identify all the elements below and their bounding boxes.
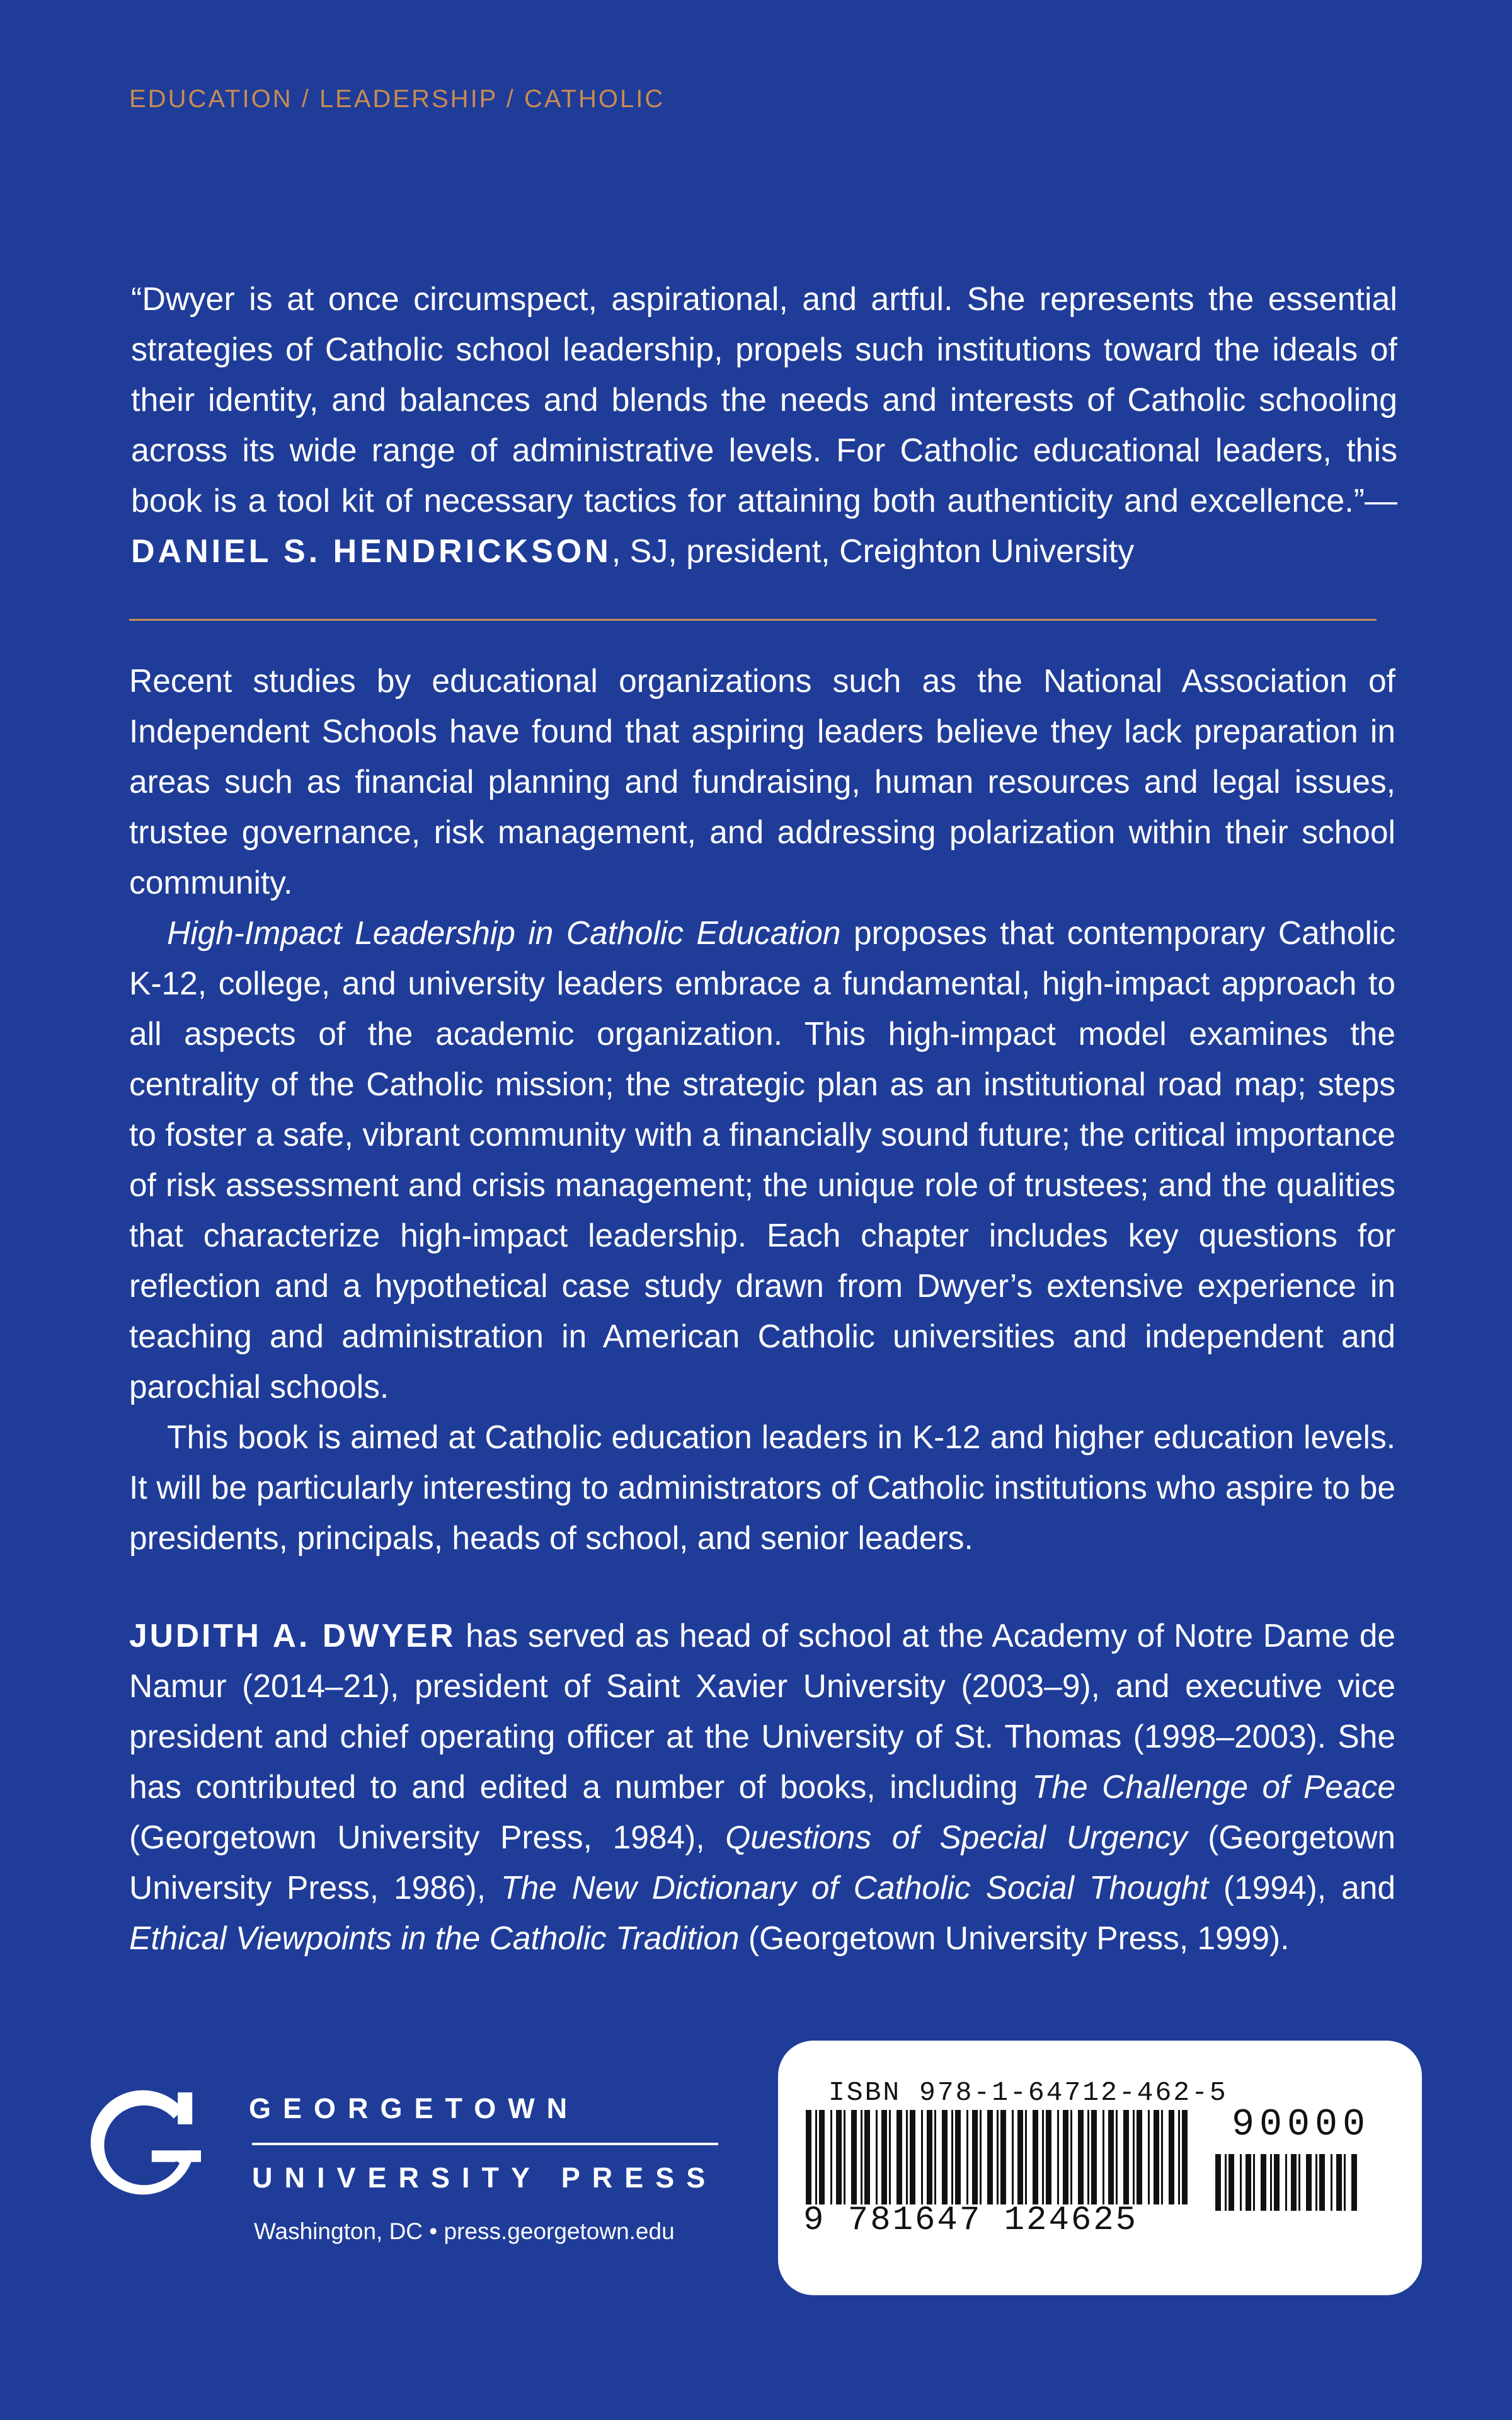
barcode-bar — [927, 2110, 932, 2204]
barcode-panel — [778, 2041, 1422, 2295]
endorsement-quote — [131, 274, 1397, 577]
barcode-bar — [1351, 2154, 1357, 2211]
barcode-bar — [906, 2110, 908, 2204]
book-title-italic: High-Impact Leadership in Catholic Education — [167, 914, 841, 951]
author-name: JUDITH A. DWYER — [129, 1617, 456, 1654]
author-bio — [129, 1610, 1395, 1963]
barcode-bar — [1070, 2110, 1072, 2204]
barcode-bar — [1178, 2110, 1180, 2204]
book-ref-2: Questions of Special Urgency — [725, 1819, 1188, 1855]
bio-text-2: (Georgetown University Press, 1984), — [129, 1819, 726, 1855]
barcode-bar — [1000, 2110, 1006, 2204]
barcode-bar — [861, 2110, 862, 2204]
barcode-bar — [836, 2110, 842, 2204]
description-paragraph-3: This book is aimed at Catholic education leaders in K-12 and higher education levels. It will be particularly interesting to administrators of Catholic institutions who aspire to be presidents, principals, heads of school, and senior leaders. — [129, 1419, 1395, 1556]
ean-barcode-icon — [803, 2110, 1194, 2208]
barcode-bar — [1274, 2154, 1280, 2211]
ean-digits: 9 781647 124625 — [803, 2201, 1138, 2240]
barcode-bar — [1063, 2110, 1068, 2204]
bio-text-1: has served as head of school at the Academy of Notre Dame de Namur (2014–21), president of Saint Xavier University (2003–9), and executive vice president and chief operating officer at the University of St. Thomas (1998–2003). She has contributed to and edited a number of books, including — [129, 1617, 1395, 1805]
barcode-bar — [934, 2110, 936, 2204]
barcode-bar — [1025, 2110, 1027, 2204]
barcode-bar — [1246, 2154, 1251, 2211]
barcode-bar — [896, 2110, 902, 2204]
barcode-bar — [819, 2110, 825, 2204]
barcode-bar — [1148, 2110, 1150, 2204]
barcode-bar — [1270, 2154, 1272, 2211]
category-label: EDUCATION / LEADERSHIP / CATHOLIC — [129, 85, 665, 113]
barcode-bar — [1253, 2154, 1255, 2211]
barcode-bar — [881, 2110, 887, 2204]
book-description — [129, 655, 1395, 1563]
barcode-bar — [1315, 2154, 1317, 2211]
barcode-bar — [1344, 2154, 1346, 2211]
barcode-bar — [864, 2110, 870, 2204]
barcode-bar — [1215, 2154, 1221, 2211]
section-divider — [129, 619, 1377, 621]
georgetown-g-logo-icon — [71, 2072, 215, 2217]
barcode-bar — [1102, 2110, 1104, 2204]
bio-text-4: (1994), and — [1208, 1869, 1396, 1906]
barcode-bar — [1046, 2110, 1051, 2204]
endorser-name: DANIEL S. HENDRICKSON — [131, 533, 612, 570]
barcode-bar — [972, 2110, 978, 2204]
barcode-bar — [955, 2110, 961, 2204]
barcode-bar — [942, 2110, 948, 2204]
bio-text-5: (Georgetown University Press, 1999). — [739, 1920, 1290, 1956]
barcode-bar — [1285, 2154, 1287, 2211]
barcode-bar — [1033, 2110, 1038, 2204]
barcode-bar — [1108, 2110, 1114, 2204]
barcode-bar — [1182, 2110, 1188, 2204]
barcode-bar — [889, 2110, 891, 2204]
bio-text-3: (Georgetown University Press, 1986), — [129, 1819, 1395, 1906]
book-ref-1: The Challenge of Peace — [1031, 1768, 1395, 1805]
barcode-bar — [1017, 2110, 1023, 2204]
barcode-bar — [1123, 2110, 1129, 2204]
barcode-bar — [997, 2110, 999, 2204]
barcode-bar — [1319, 2154, 1325, 2211]
publisher-name-line1: GEORGETOWN — [249, 2092, 580, 2124]
barcode-bar — [851, 2110, 857, 2204]
barcode-bar — [980, 2110, 982, 2204]
barcode-bar — [1261, 2154, 1266, 2211]
barcode-bar — [1012, 2110, 1014, 2204]
book-ref-4: Ethical Viewpoints in the Catholic Tradition — [129, 1920, 740, 1956]
barcode-bar — [1306, 2154, 1312, 2211]
barcode-bar — [1169, 2110, 1174, 2204]
barcode-bar — [1228, 2154, 1234, 2211]
barcode-bar — [830, 2110, 832, 2204]
barcode-bar — [1042, 2110, 1044, 2204]
endorsement-text: “Dwyer is at once circumspect, aspirational, and artful. She represents the essential strategies of Catholic school leadership, propels such institutions toward the ideals of their identity, and balances and blends the needs and interests of Catholic schooling across its wide range of administrative levels. For Catholic educational leaders, this book is a tool kit of necessary tactics for attaining both authenticity and excellence.”— — [131, 281, 1397, 519]
barcode-bar — [1154, 2110, 1159, 2204]
price-addon-digits: 90000 — [1232, 2104, 1371, 2146]
barcode-bar — [815, 2110, 817, 2204]
book-ref-3: The New Dictionary of Catholic Social Thought — [501, 1869, 1208, 1906]
barcode-bar — [951, 2110, 953, 2204]
barcode-bar — [1091, 2110, 1097, 2204]
barcode-bar — [1116, 2110, 1118, 2204]
barcode-bar — [910, 2110, 915, 2204]
barcode-bar — [844, 2110, 845, 2204]
barcode-bar — [1161, 2110, 1163, 2204]
barcode-bar — [1137, 2110, 1142, 2204]
barcode-bar — [1336, 2154, 1342, 2211]
publisher-name-line2: UNIVERSITY PRESS — [252, 2162, 718, 2194]
barcode-bar — [921, 2110, 923, 2204]
publisher-rule — [252, 2143, 718, 2145]
barcode-bar — [987, 2110, 993, 2204]
description-paragraph-2-text: proposes that contemporary Catholic K-12, college, and university leaders embrace a fundamental, high-impact approach to all aspects of the academic organization. This high-impact model examines the centrality of the Catholic mission; the strategic plan as an institutional road map; steps to foster a safe, vibrant community with a financially sound future; the critical importance of risk assessment and crisis management; the unique role of trustees; and the qualities that characterize high-impact leadership. Each chapter includes key questions for reflection and a hypothetical case study drawn from Dwyer’s extensive experience in teaching and administration in American Catholic universities and independent and parochial schools. — [129, 914, 1395, 1405]
barcode-bar — [1331, 2154, 1332, 2211]
barcode-bar — [1298, 2154, 1300, 2211]
barcode-bar — [1225, 2154, 1227, 2211]
barcode-bar — [1057, 2110, 1059, 2204]
description-paragraph-1: Recent studies by educational organizations such as the National Association of Independent Schools have found that aspiring leaders believe they lack preparation in areas such as financial planning and fundraising, human resources and legal issues, trustee governance, risk management, and addressing polarization within their school community. — [129, 662, 1395, 901]
endorser-affiliation: , SJ, president, Creighton University — [611, 533, 1135, 570]
description-paragraph-2 — [129, 908, 1395, 1412]
publisher-location: Washington, DC • press.georgetown.edu — [254, 2218, 675, 2244]
barcode-bar — [806, 2110, 811, 2204]
barcode-bar — [876, 2110, 878, 2204]
barcode-bar — [1078, 2110, 1084, 2204]
barcode-bar — [1087, 2110, 1089, 2204]
barcode-bar — [966, 2110, 968, 2204]
barcode-bar — [1133, 2110, 1135, 2204]
isbn-label: ISBN 978-1-64712-462-5 — [828, 2077, 1228, 2108]
barcode-bar — [1240, 2154, 1242, 2211]
addon-barcode-icon — [1213, 2154, 1402, 2252]
barcode-bar — [1291, 2154, 1297, 2211]
